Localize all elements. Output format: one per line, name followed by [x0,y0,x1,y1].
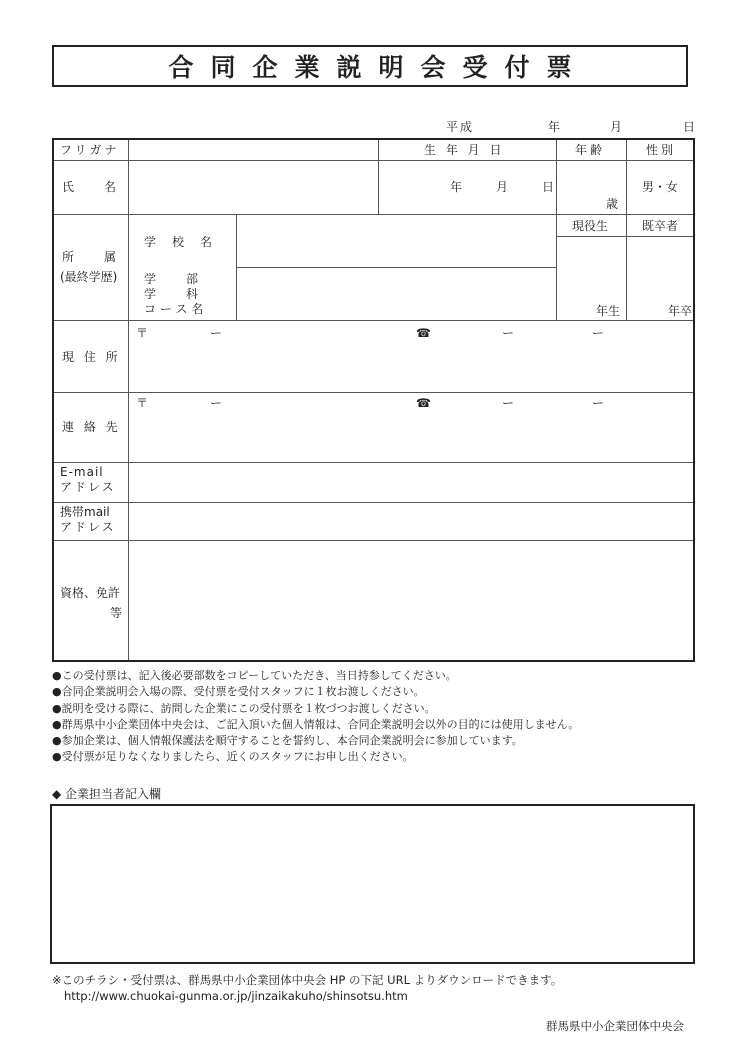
contact-phone-dash-2: ー [592,396,605,410]
address-label: 現 住 所 [62,350,121,364]
date-day: 日 [683,120,698,134]
email-label-line2: アドレス [60,480,116,494]
note-item: ●この受付票は、記入後必要部数をコピーしていただき、当日持参してください。 [52,669,457,682]
address-phone-dash-1: ー [502,326,515,340]
furigana-input[interactable] [130,141,377,159]
age-unit: 歳 [606,197,619,211]
email-input[interactable] [130,464,693,501]
date-month: 月 [610,120,625,134]
license-input[interactable] [130,542,693,660]
license-label-line1: 資格、免許 [60,586,121,600]
name-label: 氏 名 [62,180,119,194]
note-item: ●参加企業は、個人情報保護法を順守することを誓約し、本合同企業説明会に参加しています。 [52,734,523,748]
date-era: 平成 [446,120,475,134]
company-section-title: ◆ 企業担当者記入欄 [52,787,162,801]
note-item: ●受付票が足りなくなりましたら、近くのスタッフにお申し出ください。 [52,750,414,764]
note-item: ●群馬県中小企業団体中央会は、ご記入頂いた個人情報は、合同企業説明会以外の目的には使用しません。 [52,717,580,731]
form-title: 合同企業説明会受付票 [168,53,589,82]
email-label-line1: E-mail [60,465,104,479]
address-postal-mark: 〒 [136,326,149,340]
contact-postal-dash: ー [210,396,223,410]
contact-postal-mark: 〒 [136,396,149,410]
download-url[interactable]: http://www.chuokai-gunma.or.jp/jinzaikakuho/shinsotsu.htm [64,989,408,1003]
faculty-input[interactable] [238,269,555,319]
name-input[interactable] [130,162,377,213]
mobile-mail-label-line2: アドレス [60,520,116,534]
school-name-label: 学 校 名 [144,235,215,249]
grade-unit: 年生 [596,304,621,318]
phone-icon: ☎ [416,396,431,410]
gender-options[interactable]: 男・女 [642,180,679,194]
application-form [52,138,695,662]
contact-phone-dash-1: ー [502,396,515,410]
birth-month-unit: 月 [496,180,509,194]
note-item: ●合同企業説明会入場の際、受付票を受付スタッフに１枚お渡しください。 [52,685,425,699]
faculty-label: 学 部 [144,272,201,286]
address-phone-dash-2: ー [592,326,605,340]
grad-year-input[interactable] [628,238,693,319]
furigana-label: フリガナ [60,143,120,157]
birthdate-header: 生 年 月 日 [424,143,505,157]
age-input[interactable] [558,162,625,213]
birth-year-unit: 年 [450,180,463,194]
affiliation-sublabel: (最終学歴) [60,270,118,284]
school-name-input[interactable] [238,216,555,266]
notes-list [52,668,579,766]
company-notes-box[interactable] [50,804,695,964]
mobile-mail-label-line1: 携帯mail [60,505,110,519]
address-postal-dash: ー [210,326,223,340]
birth-day-unit: 日 [542,180,555,194]
phone-icon: ☎ [416,326,431,340]
address-input[interactable] [130,322,693,391]
age-header: 年齢 [575,143,606,157]
affiliation-label: 所 属 [62,250,119,264]
license-label-line2: 等 [110,606,123,620]
department-label: 学 科 [144,287,201,301]
organization-name: 群馬県中小企業団体中央会 [546,1019,684,1033]
contact-label: 連 絡 先 [62,420,121,434]
gender-header: 性別 [646,143,677,157]
download-note: ※このチラシ・受付票は、群馬県中小企業団体中央会 HP の下記 URL よりダウンロードできます。 [52,973,563,987]
contact-input[interactable] [130,394,693,461]
grade-input[interactable] [558,238,625,319]
birthdate-input[interactable] [380,162,555,213]
form-title-box [52,45,688,87]
mobile-mail-input[interactable] [130,504,693,539]
date-year: 年 [548,120,563,134]
grad-year-unit: 年卒 [668,304,693,318]
current-student-label: 現役生 [572,219,609,233]
graduate-label: 既卒者 [642,219,679,233]
course-label: コース名 [144,302,208,316]
note-item: ●説明を受ける際に、訪問した企業にこの受付票を１枚づつお渡しください。 [52,701,436,715]
